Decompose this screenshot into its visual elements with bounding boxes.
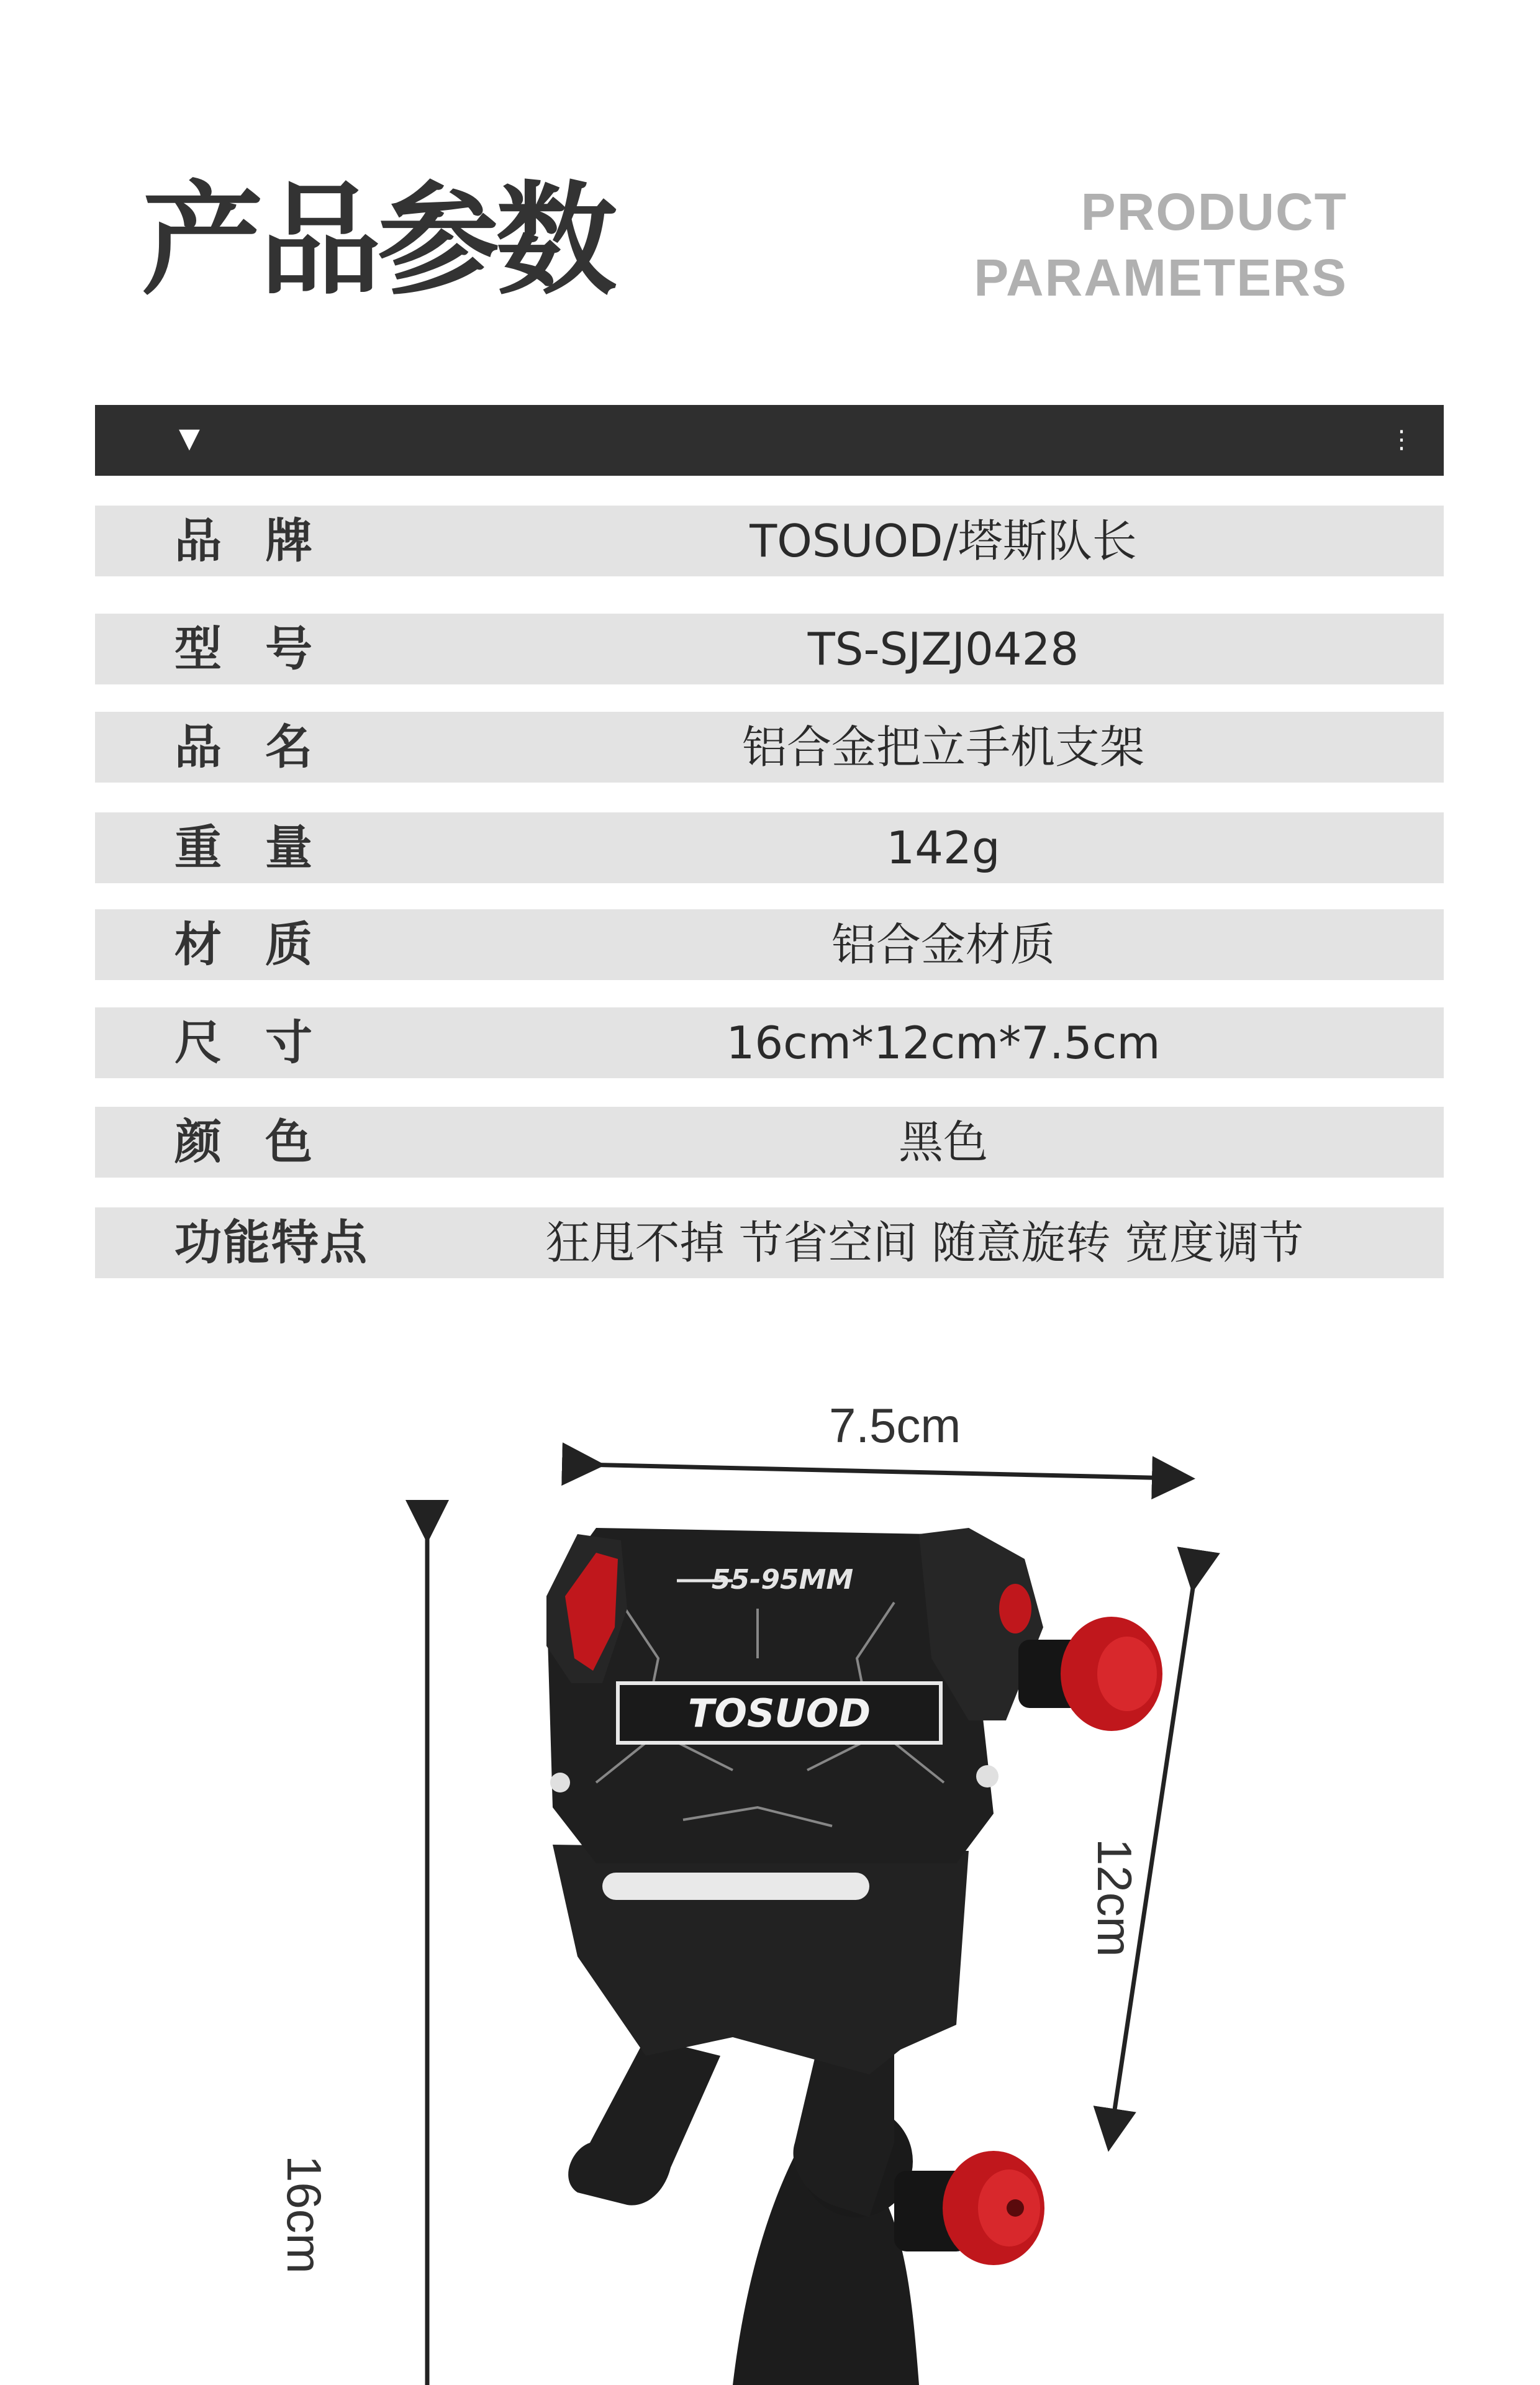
lower-adjust-knob	[894, 2151, 1044, 2265]
param-value: TS-SJZJ0428	[807, 623, 1079, 675]
param-value: 铝合金把立手机支架	[741, 721, 1144, 773]
param-row-model	[95, 614, 1444, 684]
table-header-bar	[95, 405, 1444, 476]
param-row-features	[95, 1207, 1444, 1278]
page-subtitle	[974, 179, 1348, 311]
param-label: 品牌	[174, 513, 356, 568]
screw	[550, 1773, 570, 1792]
more-vertical-icon: ⋮	[1389, 425, 1414, 454]
param-row-size	[95, 1007, 1444, 1078]
param-row-color	[95, 1107, 1444, 1178]
page-title: 产品参数	[142, 170, 614, 312]
param-label: 型号	[174, 621, 356, 676]
phone-holder-illustration	[0, 1335, 1540, 2385]
param-label: 材质	[174, 917, 356, 972]
brand-logo: TOSUOD	[687, 1691, 871, 1736]
param-row-brand	[95, 506, 1444, 576]
triangle-down-icon: ▼	[179, 422, 200, 454]
param-value: TOSUOD/塔斯队长	[750, 515, 1137, 567]
right-jaw-pad	[999, 1584, 1031, 1633]
depth-dimension-label: 12cm	[1087, 1838, 1142, 1957]
subtitle-line-2: PARAMETERS	[974, 248, 1348, 307]
subtitle-line-1: PRODUCT	[1080, 183, 1348, 241]
width-dimension-label: 7.5cm	[829, 1398, 961, 1453]
param-value: 狂甩不掉 节省空间 随意旋转 宽度调节	[545, 1217, 1304, 1269]
param-value: 16cm*12cm*7.5cm	[726, 1017, 1161, 1069]
param-label: 颜色	[174, 1114, 356, 1170]
param-label: 尺寸	[174, 1015, 356, 1070]
param-label: 品名	[174, 719, 356, 775]
param-label: 重量	[174, 820, 356, 875]
width-dimension-arrow	[584, 1465, 1174, 1478]
plate-slot	[602, 1873, 869, 1900]
param-row-name	[95, 712, 1444, 783]
left-hook-leg	[568, 2037, 720, 2206]
height-dimension-label: 16cm	[277, 2155, 332, 2274]
param-row-material	[95, 909, 1444, 980]
screw	[976, 1765, 999, 1788]
param-value: 铝合金材质	[831, 919, 1055, 971]
param-label: 功能特点	[174, 1215, 368, 1270]
param-value: 142g	[886, 822, 1000, 874]
range-marking: 55-95MM	[711, 1564, 854, 1596]
param-row-weight	[95, 812, 1444, 883]
param-value: 黑色	[898, 1116, 988, 1168]
